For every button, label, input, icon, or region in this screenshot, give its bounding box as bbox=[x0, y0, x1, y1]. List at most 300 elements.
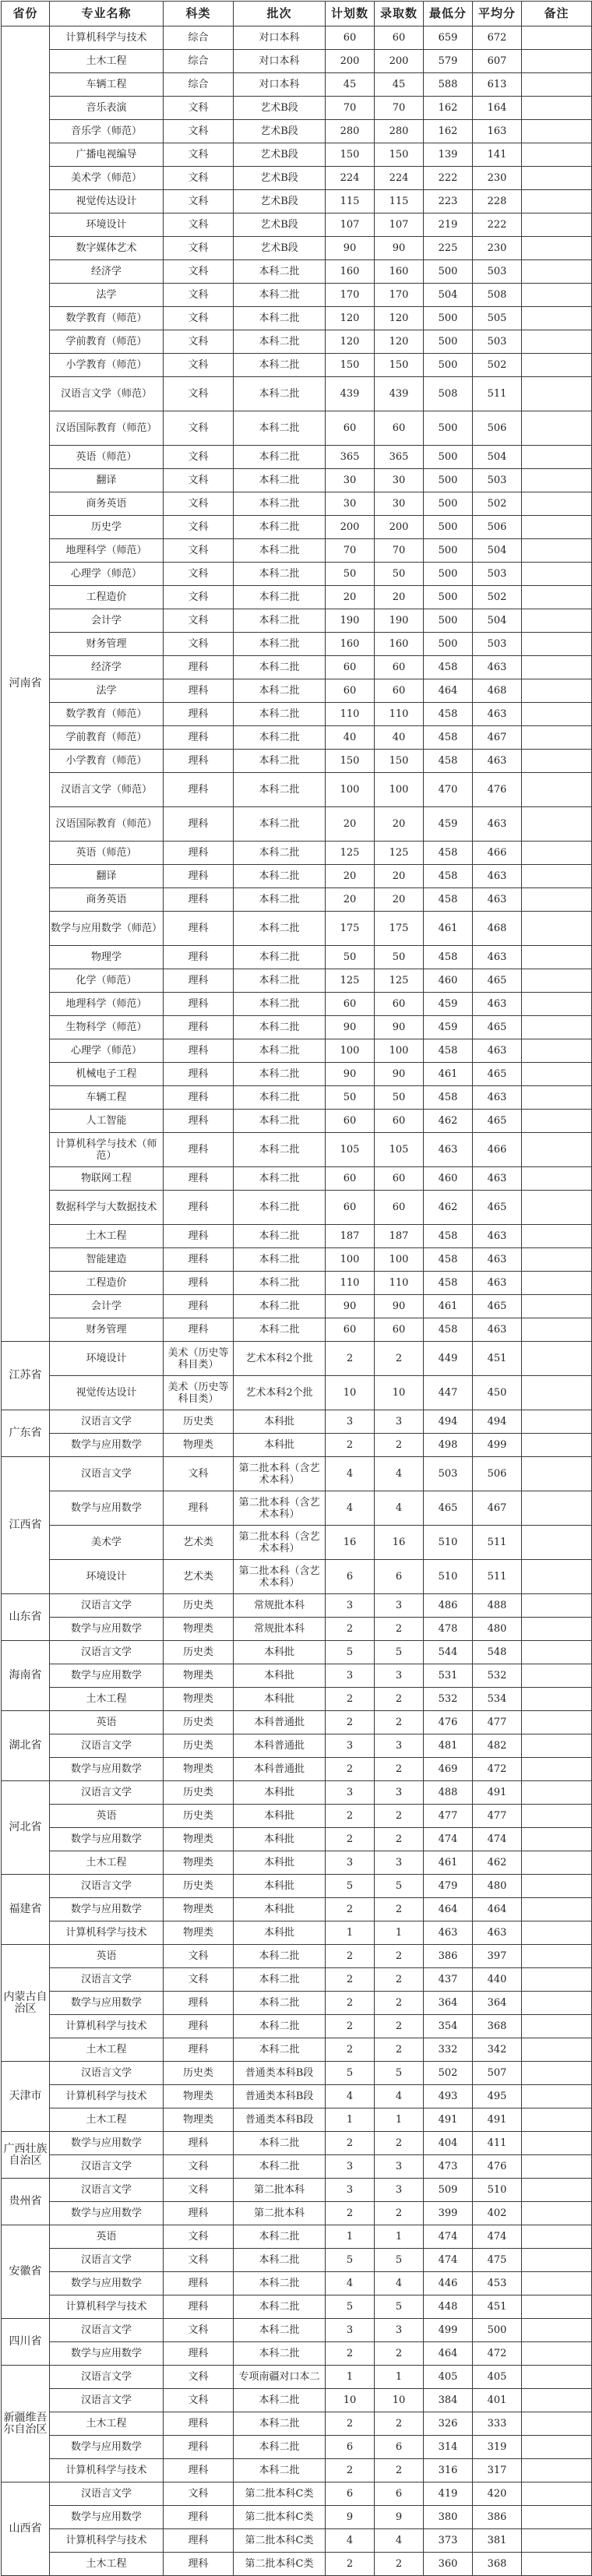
min-score-cell: 500 bbox=[424, 516, 473, 539]
plan-count-cell: 60 bbox=[326, 679, 375, 703]
min-score-cell: 223 bbox=[424, 190, 473, 213]
table-row bbox=[2, 2179, 592, 2202]
major-cell: 汉语言文学 bbox=[50, 2319, 164, 2342]
min-score-cell: 459 bbox=[424, 807, 473, 842]
major-cell: 视觉传达设计 bbox=[50, 1376, 164, 1410]
avg-score-cell: 141 bbox=[473, 143, 522, 167]
major-cell: 地理科学（师范） bbox=[50, 539, 164, 563]
major-cell: 数学与应用数学 bbox=[50, 1434, 164, 1457]
batch-cell: 本科二批 bbox=[234, 411, 326, 446]
subject-category-cell: 文科 bbox=[164, 2155, 234, 2179]
remarks-cell bbox=[522, 1618, 592, 1641]
admitted-count-cell: 2 bbox=[375, 1805, 424, 1828]
batch-cell: 本科二批 bbox=[234, 865, 326, 888]
min-score-cell: 503 bbox=[424, 1457, 473, 1491]
plan-count-cell: 2 bbox=[326, 1758, 375, 1781]
avg-score-cell: 463 bbox=[473, 946, 522, 969]
plan-count-cell: 105 bbox=[326, 1133, 375, 1167]
admitted-count-cell: 20 bbox=[375, 586, 424, 609]
table-row bbox=[2, 354, 592, 377]
batch-cell: 本科批 bbox=[234, 1828, 326, 1851]
subject-category-cell: 理科 bbox=[164, 946, 234, 969]
remarks-cell bbox=[522, 284, 592, 307]
major-cell: 汉语言文学 bbox=[50, 2155, 164, 2179]
min-score-cell: 498 bbox=[424, 1434, 473, 1457]
major-cell: 财务管理 bbox=[50, 1318, 164, 1342]
subject-category-cell: 文科 bbox=[164, 2179, 234, 2202]
min-score-cell: 462 bbox=[424, 1191, 473, 1225]
remarks-cell bbox=[522, 1191, 592, 1225]
major-cell: 数学与应用数学 bbox=[50, 1898, 164, 1921]
remarks-cell bbox=[522, 2272, 592, 2295]
major-cell: 数学与应用数学 bbox=[50, 1491, 164, 1526]
min-score-cell: 464 bbox=[424, 1898, 473, 1921]
major-cell: 英语 bbox=[50, 1805, 164, 1828]
min-score-cell: 461 bbox=[424, 912, 473, 946]
batch-cell: 本科二批 bbox=[234, 1110, 326, 1133]
major-cell: 机械电子工程 bbox=[50, 1063, 164, 1086]
min-score-cell: 437 bbox=[424, 1968, 473, 1992]
remarks-cell bbox=[522, 2412, 592, 2436]
batch-cell: 本科普通批 bbox=[234, 1734, 326, 1758]
admitted-count-cell: 2 bbox=[375, 2459, 424, 2482]
table-row bbox=[2, 1921, 592, 1945]
admitted-count-cell: 200 bbox=[375, 516, 424, 539]
batch-cell: 普通类本科B段 bbox=[234, 2062, 326, 2085]
admitted-count-cell: 70 bbox=[375, 97, 424, 120]
batch-cell: 艺术B段 bbox=[234, 120, 326, 143]
plan-count-cell: 90 bbox=[326, 1295, 375, 1318]
admitted-count-cell: 3 bbox=[375, 1664, 424, 1688]
batch-cell: 普通类本科B段 bbox=[234, 2108, 326, 2132]
table-row bbox=[2, 865, 592, 888]
major-cell: 计算机科学与技术 bbox=[50, 2015, 164, 2038]
subject-category-cell: 历史类 bbox=[164, 2062, 234, 2085]
table-row bbox=[2, 842, 592, 865]
major-cell: 汉语言文学 bbox=[50, 2389, 164, 2412]
min-score-cell: 458 bbox=[424, 1086, 473, 1110]
admitted-count-cell: 2 bbox=[375, 1688, 424, 1711]
batch-cell: 本科批 bbox=[234, 1410, 326, 1434]
min-score-cell: 380 bbox=[424, 2506, 473, 2529]
table-row bbox=[2, 446, 592, 469]
subject-category-cell: 综合 bbox=[164, 73, 234, 97]
subject-category-cell: 理科 bbox=[164, 807, 234, 842]
avg-score-cell: 222 bbox=[473, 213, 522, 237]
plan-count-cell: 60 bbox=[326, 1318, 375, 1342]
admitted-count-cell: 125 bbox=[375, 969, 424, 993]
major-cell: 音乐学（师范） bbox=[50, 120, 164, 143]
subject-category-cell: 文科 bbox=[164, 411, 234, 446]
plan-count-cell: 3 bbox=[326, 2179, 375, 2202]
admitted-count-cell: 3 bbox=[375, 1734, 424, 1758]
major-cell: 土木工程 bbox=[50, 1688, 164, 1711]
remarks-cell bbox=[522, 2459, 592, 2482]
avg-score-cell: 476 bbox=[473, 2155, 522, 2179]
major-cell: 物理学 bbox=[50, 946, 164, 969]
min-score-cell: 588 bbox=[424, 73, 473, 97]
subject-category-cell: 理科 bbox=[164, 1063, 234, 1086]
plan-count-cell: 6 bbox=[326, 1560, 375, 1594]
admitted-count-cell: 2 bbox=[375, 2015, 424, 2038]
table-row bbox=[2, 492, 592, 516]
plan-count-cell: 3 bbox=[326, 1594, 375, 1618]
admitted-count-cell: 60 bbox=[375, 656, 424, 679]
major-cell: 汉语言文学 bbox=[50, 1734, 164, 1758]
batch-cell: 本科二批 bbox=[234, 307, 326, 330]
avg-score-cell: 463 bbox=[473, 1167, 522, 1191]
avg-score-cell: 463 bbox=[473, 1921, 522, 1945]
min-score-cell: 500 bbox=[424, 446, 473, 469]
remarks-cell bbox=[522, 516, 592, 539]
admitted-count-cell: 2 bbox=[375, 1618, 424, 1641]
min-score-cell: 500 bbox=[424, 354, 473, 377]
min-score-cell: 474 bbox=[424, 1828, 473, 1851]
major-cell: 美术学 bbox=[50, 1526, 164, 1560]
remarks-cell bbox=[522, 1295, 592, 1318]
batch-cell: 本科二批 bbox=[234, 1191, 326, 1225]
table-row bbox=[2, 539, 592, 563]
admitted-count-cell: 3 bbox=[375, 2155, 424, 2179]
major-cell: 会计学 bbox=[50, 1295, 164, 1318]
province-cell: 江西省 bbox=[2, 1457, 50, 1594]
table-row bbox=[2, 2529, 592, 2553]
min-score-cell: 464 bbox=[424, 679, 473, 703]
table-row bbox=[2, 1434, 592, 1457]
plan-count-cell: 2 bbox=[326, 1434, 375, 1457]
admitted-count-cell: 120 bbox=[375, 307, 424, 330]
batch-cell: 本科二批 bbox=[234, 1086, 326, 1110]
major-cell: 汉语言文学 bbox=[50, 1457, 164, 1491]
min-score-cell: 354 bbox=[424, 2015, 473, 2038]
table-row bbox=[2, 2506, 592, 2529]
batch-cell: 本科二批 bbox=[234, 377, 326, 411]
batch-cell: 本科二批 bbox=[234, 2342, 326, 2366]
table-row bbox=[2, 609, 592, 633]
avg-score-cell: 480 bbox=[473, 1618, 522, 1641]
admitted-count-cell: 105 bbox=[375, 1133, 424, 1167]
remarks-cell bbox=[522, 2132, 592, 2155]
major-cell: 财务管理 bbox=[50, 633, 164, 656]
admitted-count-cell: 115 bbox=[375, 190, 424, 213]
table-row bbox=[2, 679, 592, 703]
table-row bbox=[2, 1992, 592, 2015]
major-cell: 法学 bbox=[50, 284, 164, 307]
remarks-cell bbox=[522, 2319, 592, 2342]
plan-count-cell: 50 bbox=[326, 1086, 375, 1110]
min-score-cell: 458 bbox=[424, 865, 473, 888]
batch-cell: 本科二批 bbox=[234, 284, 326, 307]
major-cell: 汉语言文学 bbox=[50, 1781, 164, 1805]
header-plan-count: 计划数 bbox=[326, 2, 375, 26]
table-row bbox=[2, 563, 592, 586]
remarks-cell bbox=[522, 120, 592, 143]
admitted-count-cell: 60 bbox=[375, 993, 424, 1016]
avg-score-cell: 230 bbox=[473, 167, 522, 190]
major-cell: 经济学 bbox=[50, 260, 164, 284]
avg-score-cell: 440 bbox=[473, 1968, 522, 1992]
admitted-count-cell: 110 bbox=[375, 703, 424, 726]
min-score-cell: 499 bbox=[424, 2319, 473, 2342]
min-score-cell: 458 bbox=[424, 1318, 473, 1342]
plan-count-cell: 40 bbox=[326, 726, 375, 750]
admitted-count-cell: 190 bbox=[375, 609, 424, 633]
subject-category-cell: 理科 bbox=[164, 1191, 234, 1225]
admitted-count-cell: 2 bbox=[375, 2202, 424, 2225]
table-row bbox=[2, 1272, 592, 1295]
subject-category-cell: 理科 bbox=[164, 703, 234, 726]
table-row bbox=[2, 1898, 592, 1921]
remarks-cell bbox=[522, 50, 592, 73]
batch-cell: 本科二批 bbox=[234, 703, 326, 726]
avg-score-cell: 467 bbox=[473, 726, 522, 750]
plan-count-cell: 2 bbox=[326, 1992, 375, 2015]
admitted-count-cell: 10 bbox=[375, 2389, 424, 2412]
table-row bbox=[2, 703, 592, 726]
header-avg-score: 平均分 bbox=[473, 2, 522, 26]
plan-count-cell: 1 bbox=[326, 1921, 375, 1945]
admitted-count-cell: 2 bbox=[375, 1758, 424, 1781]
admitted-count-cell: 5 bbox=[375, 1875, 424, 1898]
remarks-cell bbox=[522, 2553, 592, 2576]
table-row bbox=[2, 1191, 592, 1225]
min-score-cell: 162 bbox=[424, 120, 473, 143]
plan-count-cell: 6 bbox=[326, 2482, 375, 2506]
major-cell: 历史学 bbox=[50, 516, 164, 539]
remarks-cell bbox=[522, 807, 592, 842]
min-score-cell: 314 bbox=[424, 2436, 473, 2459]
major-cell: 车辆工程 bbox=[50, 73, 164, 97]
subject-category-cell: 理科 bbox=[164, 1225, 234, 1248]
plan-count-cell: 170 bbox=[326, 284, 375, 307]
admitted-count-cell: 2 bbox=[375, 1968, 424, 1992]
plan-count-cell: 187 bbox=[326, 1225, 375, 1248]
subject-category-cell: 综合 bbox=[164, 26, 234, 50]
subject-category-cell: 文科 bbox=[164, 469, 234, 492]
subject-category-cell: 文科 bbox=[164, 190, 234, 213]
min-score-cell: 502 bbox=[424, 2062, 473, 2085]
batch-cell: 第二批本科C类 bbox=[234, 2529, 326, 2553]
subject-category-cell: 理科 bbox=[164, 1110, 234, 1133]
remarks-cell bbox=[522, 1688, 592, 1711]
min-score-cell: 469 bbox=[424, 1758, 473, 1781]
major-cell: 会计学 bbox=[50, 609, 164, 633]
province-cell: 广西壮族自治区 bbox=[2, 2132, 50, 2179]
min-score-cell: 458 bbox=[424, 888, 473, 912]
remarks-cell bbox=[522, 1851, 592, 1875]
remarks-cell bbox=[522, 2529, 592, 2553]
min-score-cell: 478 bbox=[424, 1618, 473, 1641]
min-score-cell: 458 bbox=[424, 1272, 473, 1295]
plan-count-cell: 3 bbox=[326, 1781, 375, 1805]
major-cell: 商务英语 bbox=[50, 888, 164, 912]
major-cell: 英语（师范） bbox=[50, 842, 164, 865]
subject-category-cell: 美术（历史等科目类） bbox=[164, 1342, 234, 1376]
remarks-cell bbox=[522, 656, 592, 679]
plan-count-cell: 160 bbox=[326, 260, 375, 284]
table-row bbox=[2, 97, 592, 120]
subject-category-cell: 文科 bbox=[164, 586, 234, 609]
remarks-cell bbox=[522, 2108, 592, 2132]
plan-count-cell: 175 bbox=[326, 912, 375, 946]
plan-count-cell: 2 bbox=[326, 2132, 375, 2155]
remarks-cell bbox=[522, 633, 592, 656]
admitted-count-cell: 20 bbox=[375, 888, 424, 912]
major-cell: 工程造价 bbox=[50, 1272, 164, 1295]
table-row bbox=[2, 773, 592, 807]
min-score-cell: 491 bbox=[424, 2108, 473, 2132]
admitted-count-cell: 4 bbox=[375, 1457, 424, 1491]
avg-score-cell: 499 bbox=[473, 1434, 522, 1457]
admitted-count-cell: 60 bbox=[375, 1110, 424, 1133]
subject-category-cell: 历史类 bbox=[164, 1641, 234, 1664]
major-cell: 心理学（师范） bbox=[50, 1039, 164, 1063]
subject-category-cell: 理科 bbox=[164, 842, 234, 865]
subject-category-cell: 物理类 bbox=[164, 2085, 234, 2108]
plan-count-cell: 30 bbox=[326, 492, 375, 516]
min-score-cell: 446 bbox=[424, 2272, 473, 2295]
min-score-cell: 460 bbox=[424, 1167, 473, 1191]
plan-count-cell: 5 bbox=[326, 1875, 375, 1898]
batch-cell: 本科二批 bbox=[234, 1968, 326, 1992]
table-row bbox=[2, 2038, 592, 2062]
avg-score-cell: 368 bbox=[473, 2553, 522, 2576]
batch-cell: 本科批 bbox=[234, 1898, 326, 1921]
header-subject-category: 科类 bbox=[164, 2, 234, 26]
table-row bbox=[2, 2482, 592, 2506]
batch-cell: 本科批 bbox=[234, 1781, 326, 1805]
plan-count-cell: 2 bbox=[326, 2342, 375, 2366]
subject-category-cell: 历史类 bbox=[164, 1734, 234, 1758]
table-body bbox=[2, 26, 592, 2576]
avg-score-cell: 465 bbox=[473, 969, 522, 993]
batch-cell: 本科二批 bbox=[234, 492, 326, 516]
batch-cell: 第二批本科 bbox=[234, 2202, 326, 2225]
remarks-cell bbox=[522, 2062, 592, 2085]
admitted-count-cell: 100 bbox=[375, 1039, 424, 1063]
min-score-cell: 659 bbox=[424, 26, 473, 50]
plan-count-cell: 10 bbox=[326, 2389, 375, 2412]
avg-score-cell: 500 bbox=[473, 2319, 522, 2342]
major-cell: 汉语言文学 bbox=[50, 1410, 164, 1434]
batch-cell: 本科普通批 bbox=[234, 1711, 326, 1734]
plan-count-cell: 20 bbox=[326, 888, 375, 912]
major-cell: 数学与应用数学 bbox=[50, 1828, 164, 1851]
avg-score-cell: 672 bbox=[473, 26, 522, 50]
remarks-cell bbox=[522, 842, 592, 865]
batch-cell: 本科二批 bbox=[234, 969, 326, 993]
table-row bbox=[2, 2132, 592, 2155]
remarks-cell bbox=[522, 260, 592, 284]
batch-cell: 第二批本科（含艺术本科） bbox=[234, 1526, 326, 1560]
admitted-count-cell: 4 bbox=[375, 1491, 424, 1526]
table-row bbox=[2, 1133, 592, 1167]
batch-cell: 对口本科 bbox=[234, 73, 326, 97]
plan-count-cell: 110 bbox=[326, 1272, 375, 1295]
avg-score-cell: 548 bbox=[473, 1641, 522, 1664]
subject-category-cell: 理科 bbox=[164, 1272, 234, 1295]
subject-category-cell: 文科 bbox=[164, 120, 234, 143]
avg-score-cell: 511 bbox=[473, 1560, 522, 1594]
min-score-cell: 225 bbox=[424, 237, 473, 260]
admitted-count-cell: 5 bbox=[375, 2249, 424, 2272]
subject-category-cell: 历史类 bbox=[164, 1805, 234, 1828]
major-cell: 环境设计 bbox=[50, 1560, 164, 1594]
major-cell: 数学与应用数学 bbox=[50, 2202, 164, 2225]
admitted-count-cell: 110 bbox=[375, 1272, 424, 1295]
table-row bbox=[2, 656, 592, 679]
subject-category-cell: 历史类 bbox=[164, 1875, 234, 1898]
batch-cell: 本科二批 bbox=[234, 1945, 326, 1968]
table-row bbox=[2, 1805, 592, 1828]
plan-count-cell: 365 bbox=[326, 446, 375, 469]
subject-category-cell: 文科 bbox=[164, 2482, 234, 2506]
remarks-cell bbox=[522, 1711, 592, 1734]
table-row bbox=[2, 1945, 592, 1968]
min-score-cell: 500 bbox=[424, 609, 473, 633]
subject-category-cell: 文科 bbox=[164, 377, 234, 411]
plan-count-cell: 224 bbox=[326, 167, 375, 190]
subject-category-cell: 理科 bbox=[164, 2038, 234, 2062]
remarks-cell bbox=[522, 969, 592, 993]
major-cell: 数学与应用数学 bbox=[50, 2506, 164, 2529]
subject-category-cell: 文科 bbox=[164, 446, 234, 469]
admitted-count-cell: 160 bbox=[375, 633, 424, 656]
major-cell: 数学与应用数学（师范） bbox=[50, 912, 164, 946]
subject-category-cell: 理科 bbox=[164, 656, 234, 679]
table-row bbox=[2, 1110, 592, 1133]
province-cell: 山西省 bbox=[2, 2482, 50, 2576]
remarks-cell bbox=[522, 679, 592, 703]
remarks-cell bbox=[522, 2155, 592, 2179]
admitted-count-cell: 20 bbox=[375, 807, 424, 842]
table-row bbox=[2, 190, 592, 213]
min-score-cell: 486 bbox=[424, 1594, 473, 1618]
avg-score-cell: 381 bbox=[473, 2529, 522, 2553]
subject-category-cell: 文科 bbox=[164, 167, 234, 190]
min-score-cell: 447 bbox=[424, 1376, 473, 1410]
remarks-cell bbox=[522, 1434, 592, 1457]
major-cell: 汉语言文学 bbox=[50, 2366, 164, 2389]
plan-count-cell: 16 bbox=[326, 1526, 375, 1560]
table-row bbox=[2, 2436, 592, 2459]
min-score-cell: 364 bbox=[424, 1992, 473, 2015]
subject-category-cell: 文科 bbox=[164, 492, 234, 516]
min-score-cell: 531 bbox=[424, 1664, 473, 1688]
subject-category-cell: 理科 bbox=[164, 2459, 234, 2482]
remarks-cell bbox=[522, 912, 592, 946]
remarks-cell bbox=[522, 1875, 592, 1898]
table-row bbox=[2, 1295, 592, 1318]
min-score-cell: 500 bbox=[424, 307, 473, 330]
subject-category-cell: 文科 bbox=[164, 307, 234, 330]
remarks-cell bbox=[522, 703, 592, 726]
table-row bbox=[2, 1758, 592, 1781]
table-row bbox=[2, 143, 592, 167]
avg-score-cell: 476 bbox=[473, 773, 522, 807]
major-cell: 汉语言文学（师范） bbox=[50, 773, 164, 807]
major-cell: 计算机科学与技术 bbox=[50, 2529, 164, 2553]
min-score-cell: 448 bbox=[424, 2295, 473, 2319]
min-score-cell: 463 bbox=[424, 1133, 473, 1167]
table-row bbox=[2, 750, 592, 773]
remarks-cell bbox=[522, 1560, 592, 1594]
batch-cell: 本科二批 bbox=[234, 2132, 326, 2155]
table-row bbox=[2, 1664, 592, 1688]
batch-cell: 普通类本科B段 bbox=[234, 2085, 326, 2108]
remarks-cell bbox=[522, 1734, 592, 1758]
batch-cell: 本科批 bbox=[234, 1921, 326, 1945]
